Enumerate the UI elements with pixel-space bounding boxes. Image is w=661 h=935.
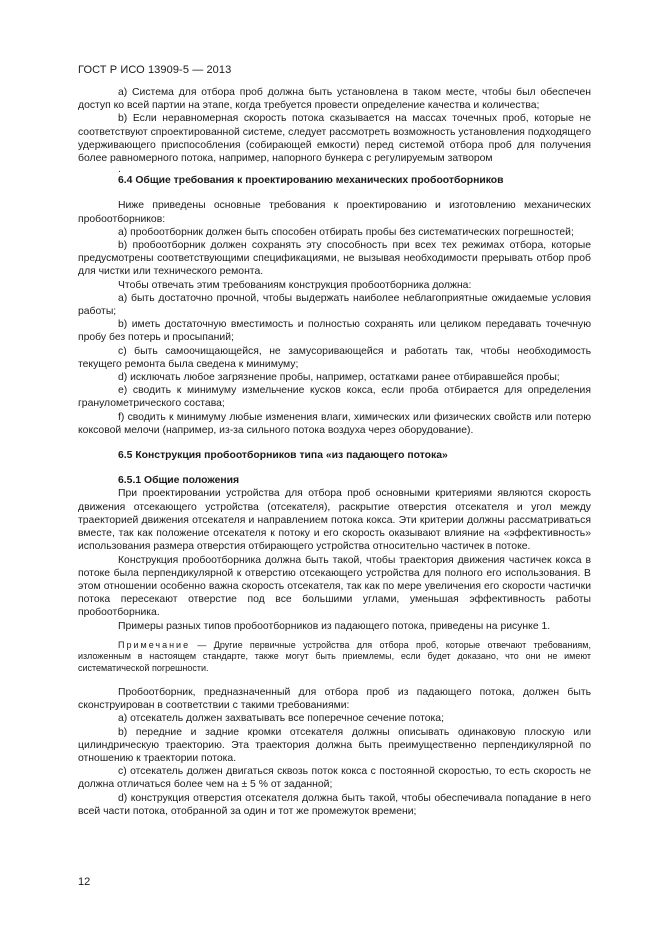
list-item-6-4-a: a) пробоотборник должен быть способен отбирать пробы без систематических погрешностей; [118,226,574,238]
paragraph-b-flow: b) Если неравномерная скорость потока сказывается на массах точечных проб, которые не соответствуют спроектированной системе, следует рассмотреть возможность установления подходящего удерживающего приспособления (собирающей емкости) перед системой отбора проб для получения более равномерного потока, например, напорного бункера с регулируемым затвором [78,113,591,165]
page-number: 12 [78,876,91,888]
requirement-a: a) отсекатель должен захватывать все поперечное сечение потока; [118,713,444,725]
list-item-e: e) сводить к минимуму измельчение кусков кокса, если проба отбирается для определения гранулометрического состава; [78,385,591,410]
list-item-b: b) иметь достаточную вместимость и полностью сохранять или целиком передавать точечную пробу без потерь и просыпаний; [78,319,591,344]
note [78,640,591,674]
requirement-b: b) передние и задние кромки отсекателя должны описывать одинаковую плоскую или цилиндрическую траекторию. Эта траектория должна быть преимущественно перпендикулярной по отношению к траектории потока. [78,726,591,764]
page-body [78,86,591,818]
section-heading-6-5: 6.5 Конструкция пробоотборников типа «из падающего потока» [118,450,448,462]
paragraph-intro-6-4: Ниже приведены основные требования к проектированию и изготовлению механических пробоотборников: [78,200,591,225]
list-item-6-4-b: b) пробоотборник должен сохранять эту способность при всех тех режимах отбора, которые предусмотрены соответствующими спецификациями, не вызывая необходимости прерывать отбор проб для чистки или технического ремонта. [78,240,591,278]
requirement-d: d) конструкция отверстия отсекателя должна быть такой, чтобы обеспечивала попадание в него всей части потока, отобранной за один и тот же промежуток времени; [78,792,591,817]
list-item-d: d) исключать любое загрязнение пробы, например, остатками ранее отбиравшейся пробы; [118,372,560,384]
section-heading-6-4: 6.4 Общие требования к проектированию механических пробоотборников [118,175,504,187]
list-item-a: a) быть достаточно прочной, чтобы выдержать наиболее неблагоприятные ожидаемые условия работы; [78,292,591,318]
list-item-f: f) сводить к минимуму любые изменения влаги, химических или физических свойств или потерю коксовой мелочи (например, из-за сильного потока воздуха через оборудование). [78,411,591,436]
paragraph-design-criteria: При проектировании устройства для отбора проб основными критериями являются скорость движения отсекающего устройства (отсекателя), раскрытие отверстия отсекателя и угол между траекторией движения отсекателя и направлением потока кокса. Эти критерии должны рассматриваться вместе, так как положение отсекателя к потоку и его скорость оказывают влияние на «эффективность» использования размера отверстия отбирающего устройства относительно частичек в потоке. [78,488,591,553]
paragraph-a-system: a) Система для отбора проб должна быть установлена в таком месте, чтобы был обеспечен доступ ко всей партии на этапе, когда требуется провести определение качества и количества; [78,87,591,112]
paragraph-meet-requirements: Чтобы отвечать этим требованиям конструкция пробоотборника должна: [118,279,472,291]
paragraph-sampler-requirements: Пробоотборник, предназначенный для отбора проб из падающего потока, должен быть сконструирован в соответствии с такими требованиями: [78,686,591,712]
list-item-c: c) быть самоочищающейся, не замусоривающейся и работать так, чтобы необходимость текущего ремонта была сведена к минимуму; [78,345,591,370]
stray-dot: . [118,164,121,176]
note-text: — Другие первичные устройства для отбора проб, которые отвечают требованиям, изложенным в настоящем стандарте, также могут быть приемлемы, если будет доказано, что они не имеют систематической погрешности. [78,639,591,673]
paragraph-examples: Примеры разных типов пробоотборников из падающего потока, приведены на рисунке 1. [118,620,551,632]
page-header-standard: ГОСТ Р ИСО 13909-5 — 2013 [78,64,232,76]
requirement-c: c) отсекатель должен двигаться сквозь поток кокса с постоянной скоростью, то есть скорость не должна отличаться более чем на ± 5 % от заданной; [78,766,591,791]
paragraph-construction: Конструкция пробоотборника должна быть такой, чтобы траектория движения частичек кокса в потоке была перпендикулярной к отверстию отсекающего устройства для полного его использования. В этом отношении особенно важна скорость отсекателя, так как по мере увеличения его скорости частички потока пересекают отверстие под все большими углами, уменьшая эффективность работы пробоотборника. [78,554,591,619]
note-label: Примечание [118,639,191,650]
section-heading-6-5-1: 6.5.1 Общие положения [118,475,240,487]
